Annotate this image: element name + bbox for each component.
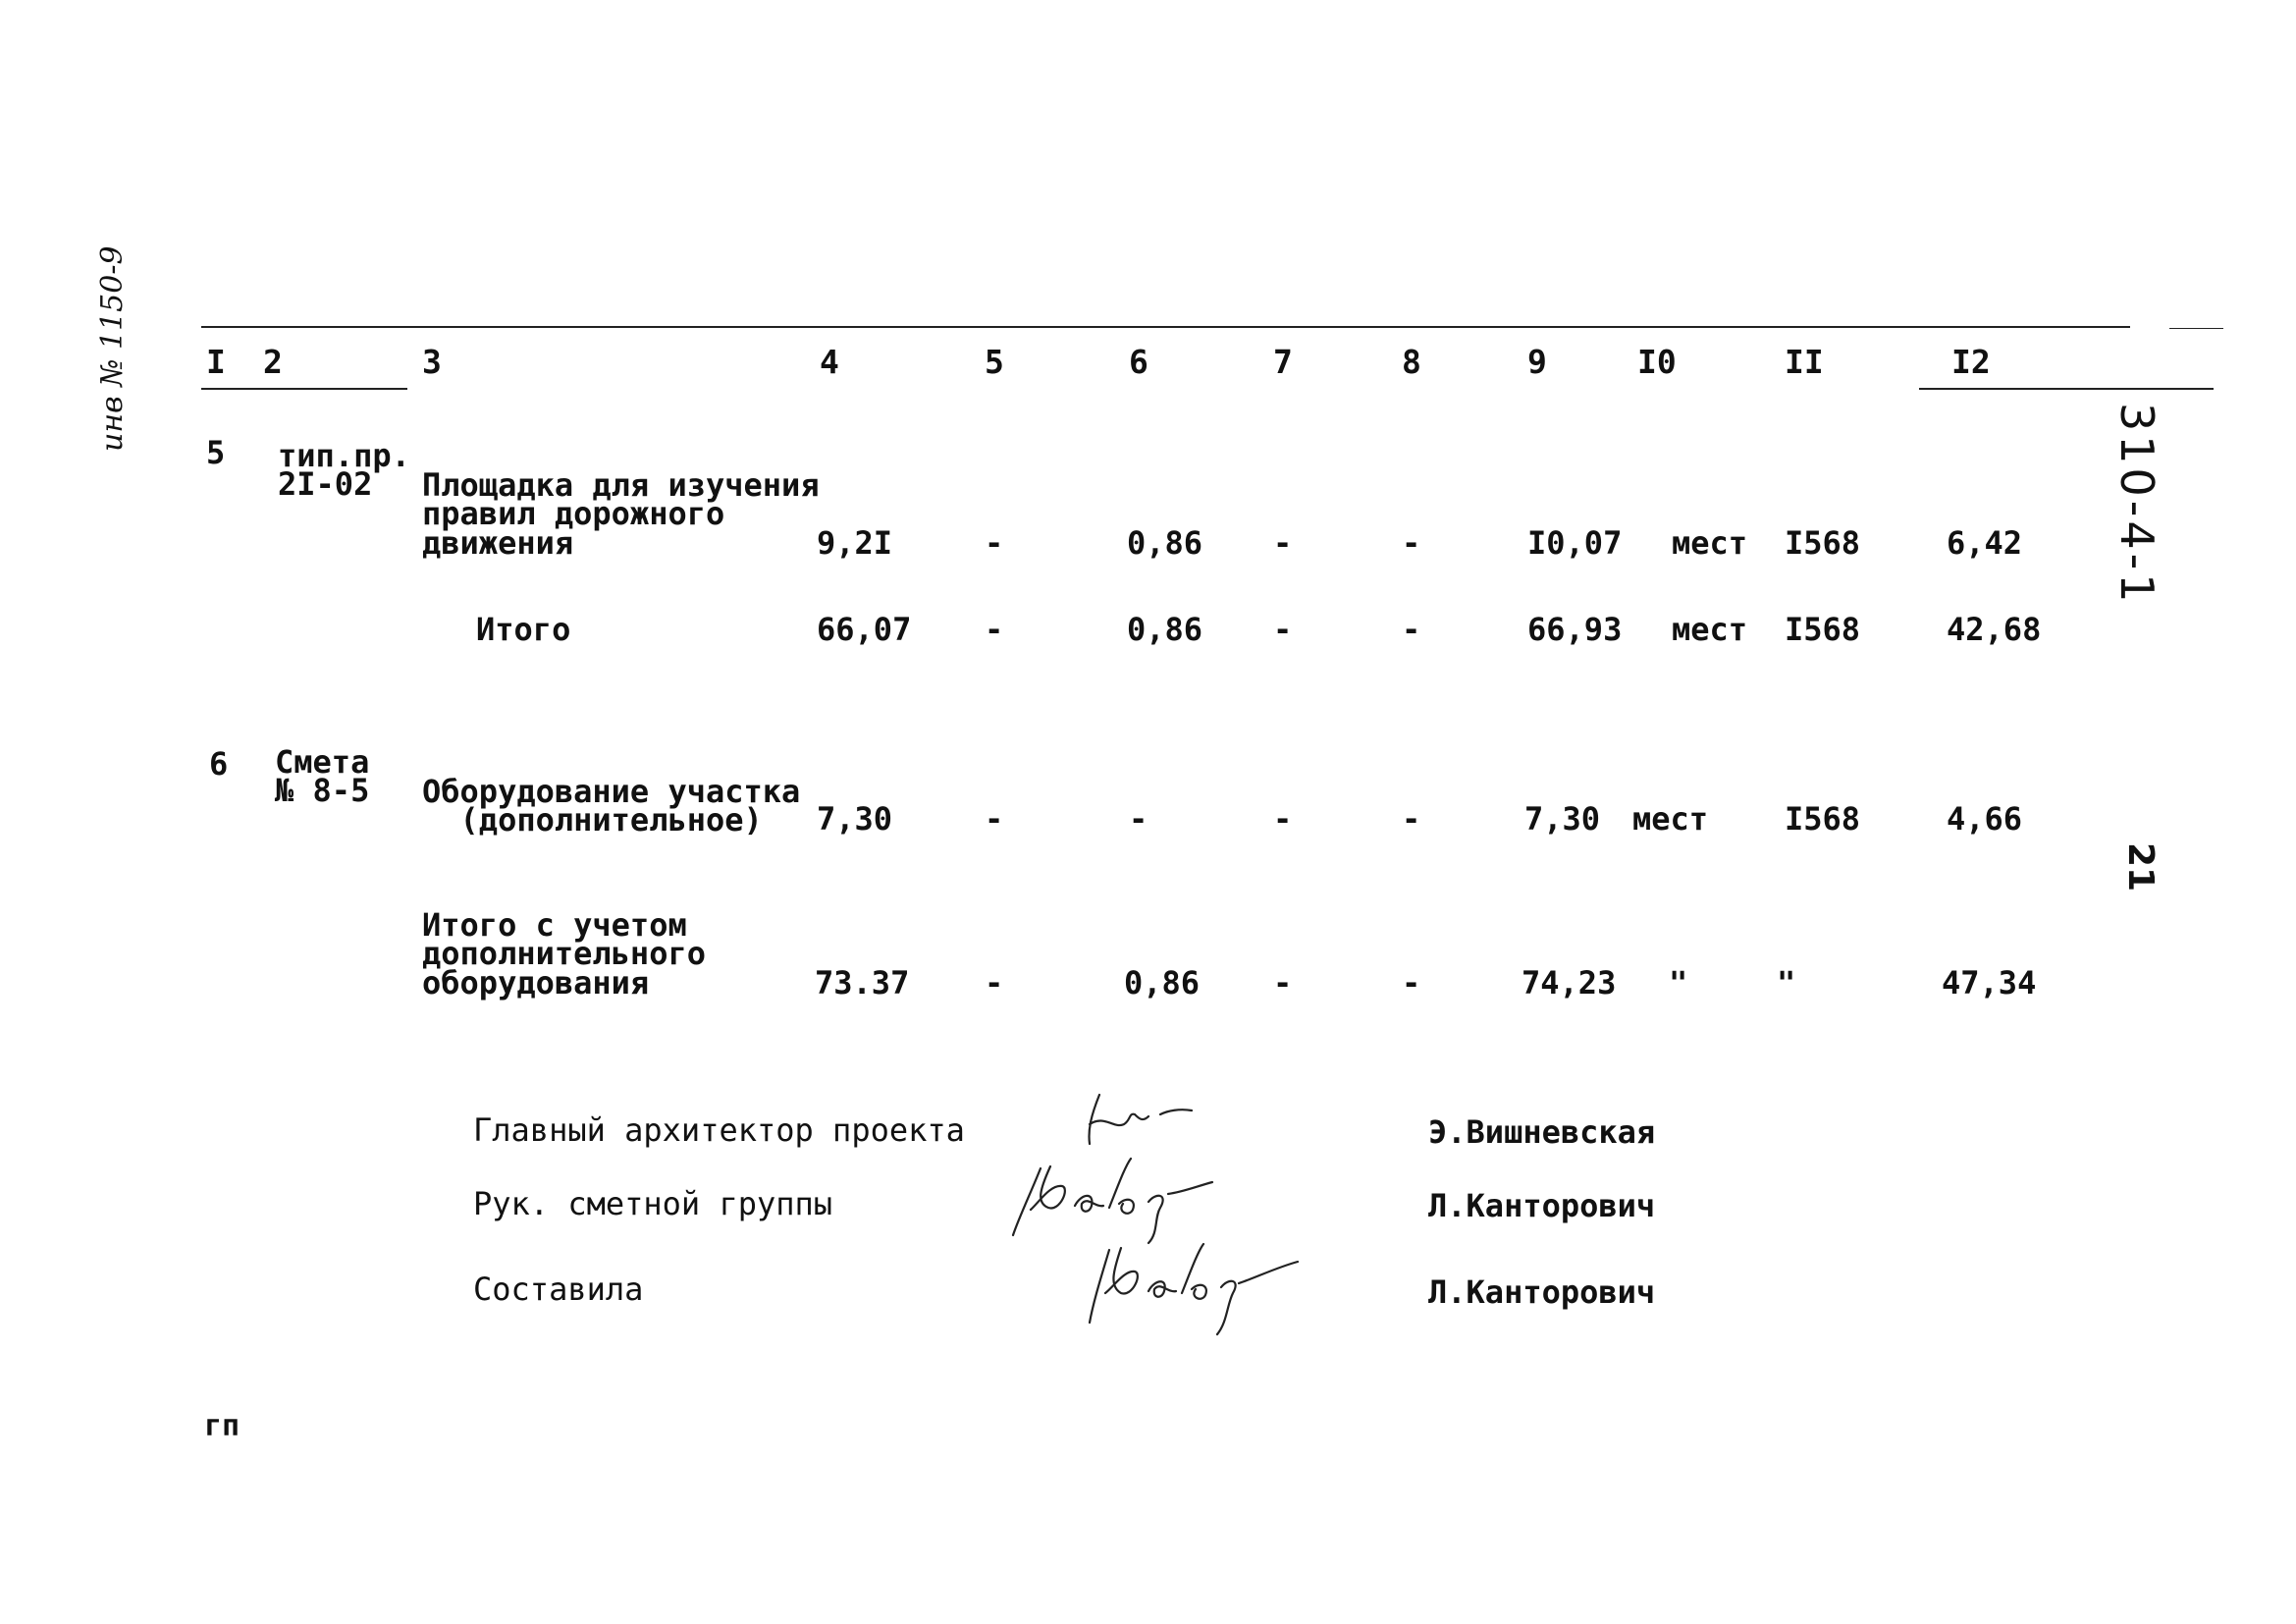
- cell-col8: -: [1402, 964, 1421, 1001]
- cell-col9: I0,07: [1527, 524, 1623, 562]
- signature-name: Л.Канторович: [1428, 1187, 1656, 1224]
- cell-col4: 7,30: [817, 800, 893, 838]
- cell-col7: -: [1273, 611, 1293, 648]
- cell-col12: 47,34: [1942, 964, 2037, 1001]
- handwritten-signature: [1080, 1232, 1306, 1340]
- cell-col8: -: [1402, 800, 1421, 838]
- cell-col10: ": [1669, 964, 1688, 1001]
- column-header: 7: [1273, 343, 1293, 381]
- row-name: Итого: [476, 611, 571, 648]
- column-header: 3: [422, 343, 442, 381]
- column-header: 4: [820, 343, 839, 381]
- series-code-stamp: 310-4-1: [2110, 403, 2163, 607]
- cell-col10: мест: [1632, 800, 1709, 838]
- cell-col10: мест: [1672, 611, 1748, 648]
- signature-name: Э.Вишневская: [1428, 1113, 1656, 1151]
- cell-col4: 9,2I: [817, 524, 893, 562]
- cell-col8: -: [1402, 611, 1421, 648]
- cell-col6: 0,86: [1127, 611, 1203, 648]
- column-header: 6: [1129, 343, 1148, 381]
- row-name: Итого с учетом дополнительного оборудования: [422, 906, 706, 1001]
- cell-col12: 6,42: [1947, 524, 2023, 562]
- header-rule-right: [1919, 388, 2214, 390]
- row-number: 6: [209, 745, 229, 783]
- cell-col9: 66,93: [1527, 611, 1623, 648]
- header-rule-left: [201, 388, 407, 390]
- cell-col6: -: [1129, 800, 1148, 838]
- row-name: Оборудование участка (дополнительное): [422, 773, 801, 839]
- cell-col5: -: [985, 524, 1004, 562]
- column-header: II: [1785, 343, 1824, 381]
- cell-col8: -: [1402, 524, 1421, 562]
- signature-role: Рук. сметной группы: [473, 1185, 833, 1222]
- cell-col10: мест: [1672, 524, 1748, 562]
- cell-col5: -: [985, 800, 1004, 838]
- cell-col11: ": [1777, 964, 1796, 1001]
- row-number: 5: [206, 434, 226, 471]
- cell-col11: I568: [1785, 800, 1861, 838]
- inventory-number-stamp: инв № 1150-9: [95, 245, 130, 452]
- column-header: 5: [985, 343, 1004, 381]
- cell-col7: -: [1273, 800, 1293, 838]
- cell-col6: 0,86: [1127, 524, 1203, 562]
- table-top-rule: [201, 326, 2130, 328]
- cell-col4: 66,07: [817, 611, 912, 648]
- column-header: 9: [1527, 343, 1547, 381]
- signature-role: Главный архитектор проекта: [473, 1111, 965, 1149]
- signature-role: Составила: [473, 1271, 644, 1308]
- cell-col4: 73.37: [815, 964, 910, 1001]
- cell-col12: 42,68: [1947, 611, 2042, 648]
- column-header: 2: [263, 343, 283, 381]
- cell-col9: 7,30: [1524, 800, 1601, 838]
- page-number: 21: [2120, 842, 2161, 893]
- handwritten-signature: [1070, 1085, 1198, 1154]
- column-header: I2: [1951, 343, 1991, 381]
- cell-col5: -: [985, 964, 1004, 1001]
- cell-col7: -: [1273, 964, 1293, 1001]
- cell-col11: I568: [1785, 611, 1861, 648]
- column-header: 8: [1402, 343, 1421, 381]
- column-header: I: [206, 343, 226, 381]
- signature-name: Л.Канторович: [1428, 1273, 1656, 1311]
- cell-col12: 4,66: [1947, 800, 2023, 838]
- cell-col7: -: [1273, 524, 1293, 562]
- footer-mark: гп: [204, 1409, 240, 1443]
- cell-col11: I568: [1785, 524, 1861, 562]
- cell-col6: 0,86: [1124, 964, 1201, 1001]
- cell-col5: -: [985, 611, 1004, 648]
- table-top-rule-tail: [2169, 328, 2223, 329]
- row-reference: тип.пр. 2I-02: [278, 437, 410, 504]
- row-name: Площадка для изучения правил дорожного движения: [422, 466, 820, 562]
- cell-col9: 74,23: [1522, 964, 1617, 1001]
- row-reference: Смета № 8-5: [275, 743, 370, 810]
- column-header: I0: [1637, 343, 1677, 381]
